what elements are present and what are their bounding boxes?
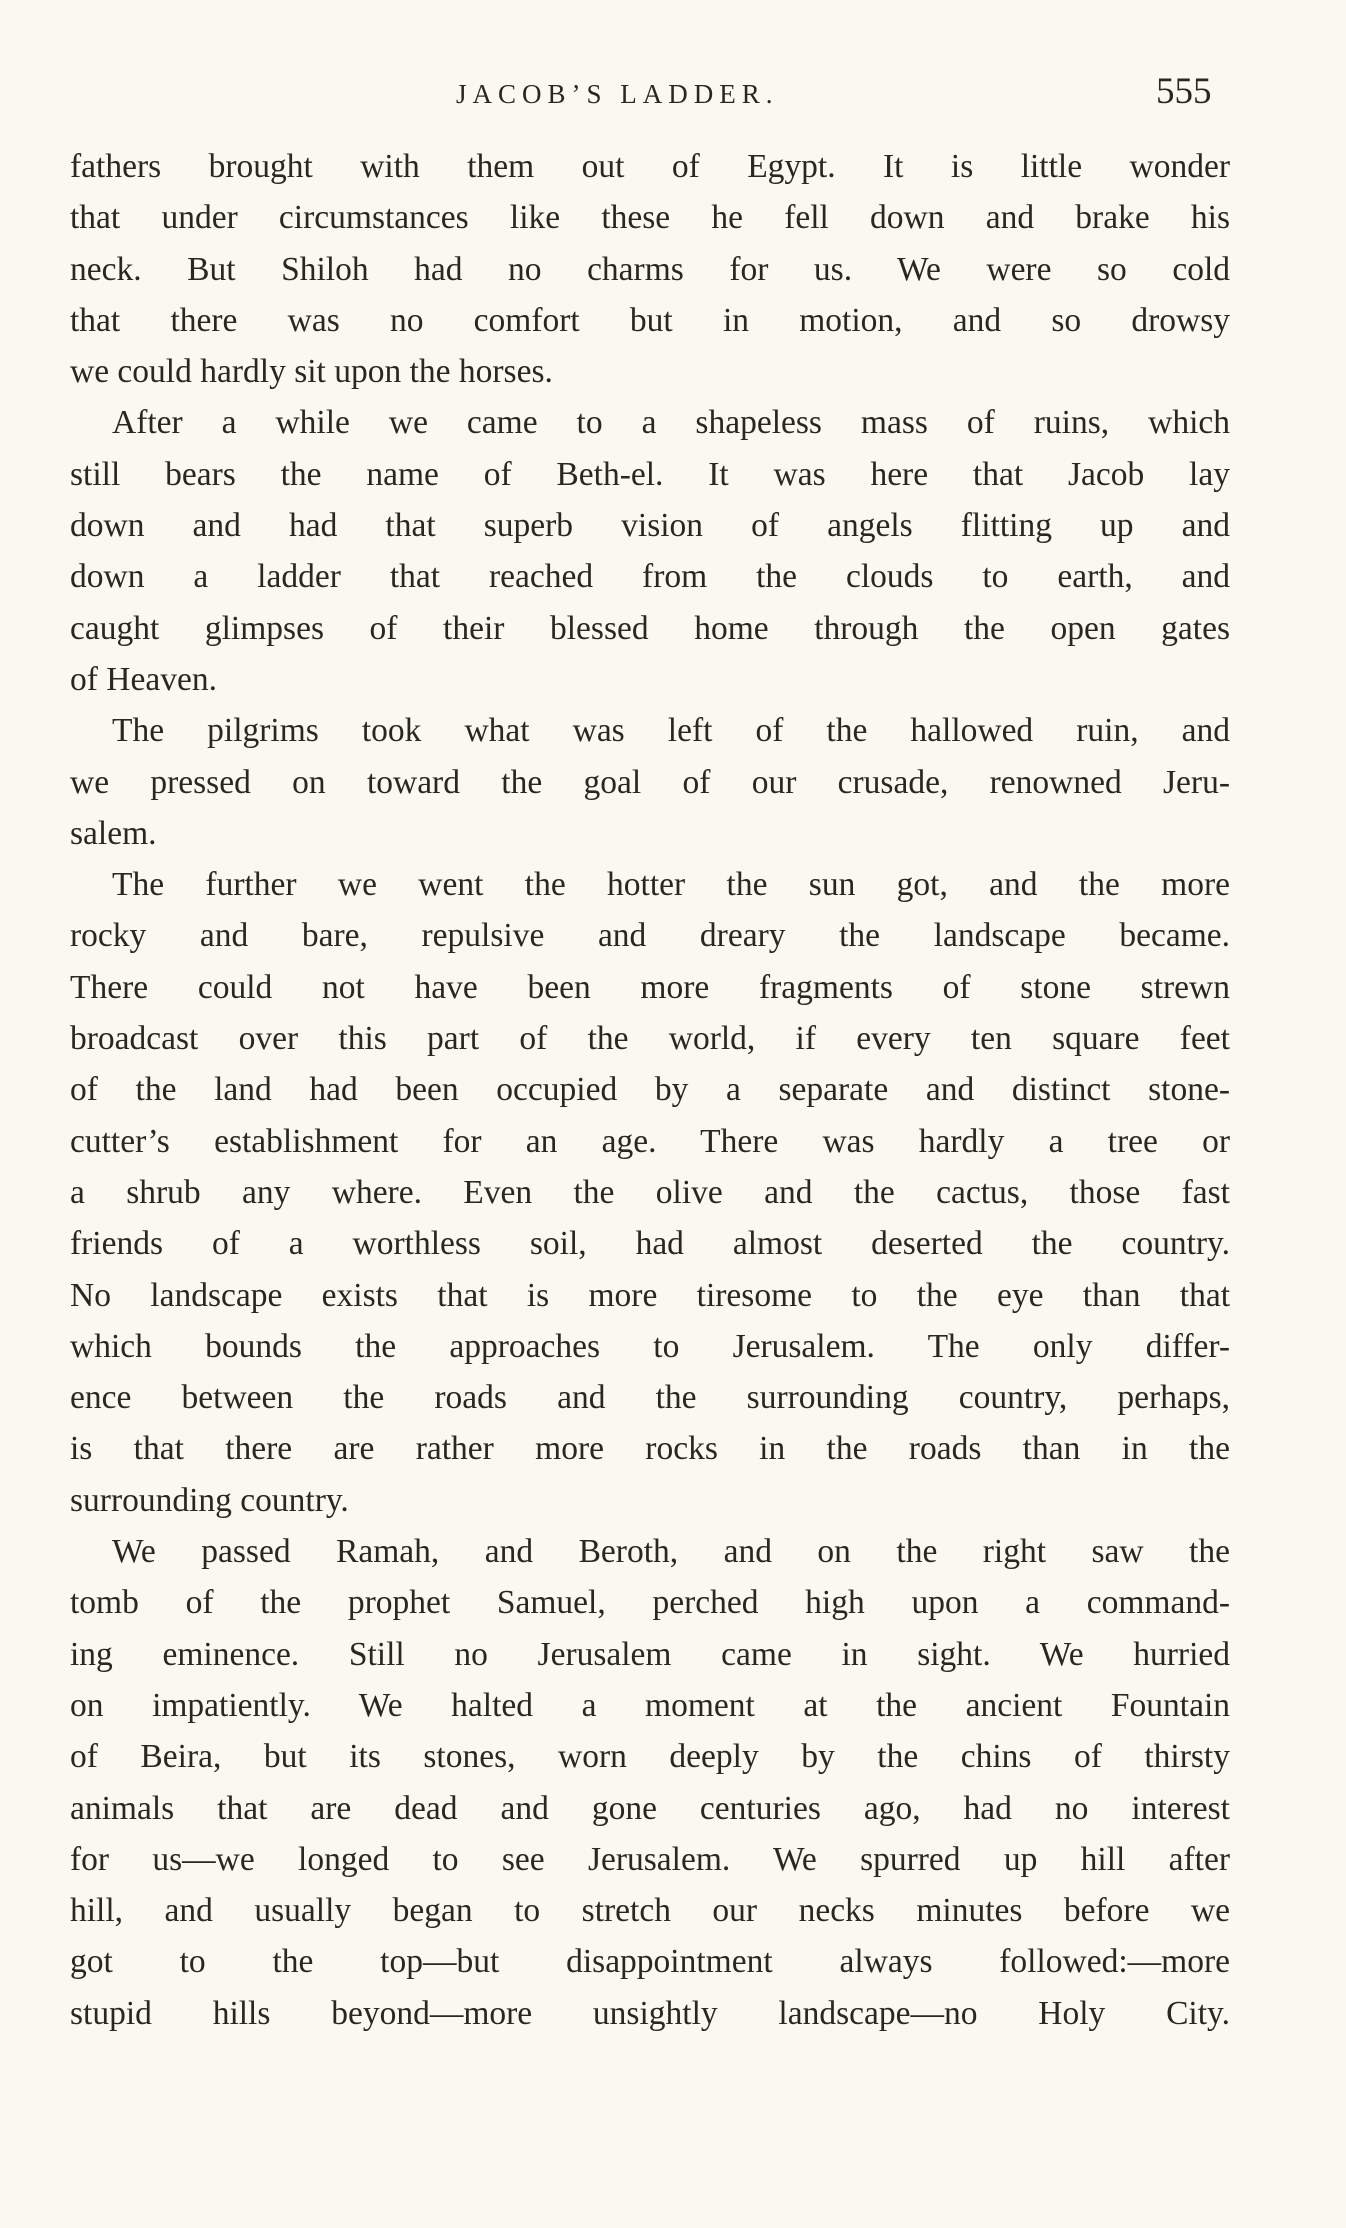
text-line: tomb of the prophet Samuel, perched high upon a command- xyxy=(70,1584,1230,1622)
text-line: After a while we came to a shapeless mass of ruins, which xyxy=(112,404,1230,442)
text-line: cutter’s establishment for an age. There was hardly a tree or xyxy=(70,1122,1230,1160)
text-line: still bears the name of Beth-el. It was here that Jacob lay xyxy=(70,455,1230,493)
text-line: rocky and bare, repulsive and dreary the landscape became. xyxy=(70,917,1230,955)
text-line: fathers brought with them out of Egypt. It is little wonder xyxy=(70,148,1230,185)
paragraph xyxy=(70,705,1230,859)
text-line: a shrub any where. Even the olive and the cactus, those fast xyxy=(70,1173,1230,1211)
text-line: We passed Ramah, and Beroth, and on the right saw the xyxy=(112,1533,1230,1571)
paragraph xyxy=(70,397,1230,705)
text-line: friends of a worthless soil, had almost deserted the country. xyxy=(70,1225,1230,1263)
text-line: caught glimpses of their blessed home through the open gates xyxy=(70,609,1230,647)
text-line: of the land had been occupied by a separate and distinct stone- xyxy=(70,1071,1230,1109)
text-line: hill, and usually began to stretch our necks minutes before we xyxy=(70,1892,1230,1930)
text-line: that there was no comfort but in motion, and so drowsy xyxy=(70,301,1230,339)
text-line: is that there are rather more rocks in the roads than in the xyxy=(70,1430,1230,1468)
text-line: down and had that superb vision of angels flitting up and xyxy=(70,507,1230,545)
paragraph xyxy=(70,1526,1230,2039)
text-line: ence between the roads and the surrounding country, perhaps, xyxy=(70,1379,1230,1417)
text-line: stupid hills beyond—more unsightly landscape—no Holy City. xyxy=(70,1994,1230,2032)
text-line: that under circumstances like these he fell down and brake his xyxy=(70,199,1230,237)
text-line: salem. xyxy=(70,814,157,852)
text-line: animals that are dead and gone centuries ago, had no interest xyxy=(70,1789,1230,1827)
paragraph xyxy=(70,859,1230,1526)
text-line: neck. But Shiloh had no charms for us. We were so cold xyxy=(70,250,1230,288)
text-line: got to the top—but disappointment always followed:—more xyxy=(70,1943,1230,1981)
text-line: down a ladder that reached from the clouds to earth, and xyxy=(70,558,1230,596)
text-line: There could not have been more fragments of stone strewn xyxy=(70,968,1230,1006)
body-text xyxy=(70,141,1230,2039)
text-line: on impatiently. We halted a moment at the ancient Fountain xyxy=(70,1686,1230,1724)
text-line: of Beira, but its stones, worn deeply by the chins of thirsty xyxy=(70,1738,1230,1776)
text-line: for us—we longed to see Jerusalem. We spurred up hill after xyxy=(70,1840,1230,1878)
text-line: The pilgrims took what was left of the hallowed ruin, and xyxy=(112,712,1230,750)
running-title: JACOB’S LADDER. xyxy=(456,79,779,109)
text-line: we pressed on toward the goal of our crusade, renowned Jeru- xyxy=(70,763,1230,801)
text-line: The further we went the hotter the sun got, and the more xyxy=(112,866,1230,904)
text-line: No landscape exists that is more tiresome to the eye than that xyxy=(70,1276,1230,1314)
running-header xyxy=(0,72,1346,116)
text-line: which bounds the approaches to Jerusalem. The only differ- xyxy=(70,1327,1230,1365)
text-line: ing eminence. Still no Jerusalem came in sight. We hurried xyxy=(70,1635,1230,1673)
paragraph xyxy=(70,141,1230,397)
page-number: 555 xyxy=(1156,71,1212,112)
text-line: we could hardly sit upon the horses. xyxy=(70,353,553,391)
text-line: broadcast over this part of the world, if every ten square feet xyxy=(70,1020,1230,1058)
text-line: of Heaven. xyxy=(70,660,217,698)
text-line: surrounding country. xyxy=(70,1481,349,1519)
